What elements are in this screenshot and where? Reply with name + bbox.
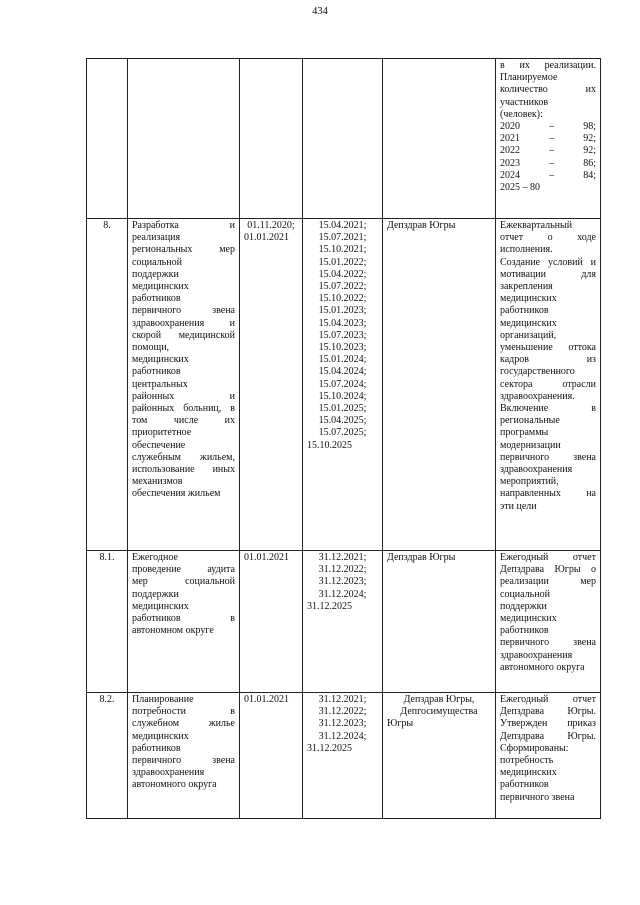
- result-cell: [496, 551, 601, 693]
- cell-line: направленных на: [500, 488, 596, 500]
- cell-line: 15.10.2023;: [318, 342, 367, 354]
- row-number-cell: 8.2.: [87, 693, 128, 819]
- cell-line: 15.04.2021;: [318, 220, 367, 231]
- cell-line: Депздрав Югры,: [403, 694, 475, 705]
- measure-name-cell: [128, 551, 240, 693]
- cell-line: Создание условий и: [500, 256, 596, 268]
- cell-line: медицинских: [132, 354, 189, 366]
- cell-line: Депздрава Югры.: [500, 706, 596, 718]
- cell-line: медицинских: [132, 281, 189, 293]
- cell-line: работников: [132, 293, 181, 305]
- cell-line: 2023 – 86;: [500, 157, 596, 169]
- cell-line: 15.07.2021;: [318, 232, 367, 244]
- cell-line: региональных мер: [132, 244, 235, 256]
- cell-line: социальной: [500, 588, 550, 600]
- cell-line: 2022 – 92;: [500, 145, 596, 157]
- cell-line: Ежеквартальный: [500, 220, 573, 231]
- responsible-cell: [383, 59, 496, 219]
- cell-line: 15.01.2024;: [318, 354, 367, 366]
- cell-line: Депгосимущества: [400, 706, 478, 718]
- cell-line: (человек):: [500, 108, 543, 120]
- cell-line: 15.01.2025;: [318, 403, 367, 415]
- cell-line: здравоохранения и: [132, 317, 235, 329]
- cell-line: кадров из: [500, 354, 596, 366]
- cell-line: эти цели: [500, 500, 537, 512]
- cell-line: 15.07.2022;: [318, 281, 367, 293]
- cell-line: 15.01.2023;: [318, 305, 367, 317]
- cell-line: Депздрав Югры: [387, 552, 456, 563]
- row-number-cell: [87, 59, 128, 219]
- cell-line: обеспечение: [132, 439, 186, 451]
- cell-line: 15.10.2021;: [318, 244, 367, 256]
- cell-line: 2025 – 80: [500, 182, 540, 194]
- page-number: 434: [312, 6, 328, 17]
- cell-line: медицинских: [132, 730, 189, 742]
- cell-line: использование иных: [132, 464, 235, 476]
- cell-line: 15.10.2025: [307, 439, 352, 451]
- cell-line: медицинских: [132, 600, 189, 612]
- cell-line: поддержки: [132, 268, 179, 280]
- cell-line: потребность: [500, 755, 554, 767]
- start-date-cell: [240, 551, 303, 693]
- cell-line: работников: [132, 366, 181, 378]
- cell-line: служебным жильем,: [132, 451, 235, 463]
- start-date-cell: [240, 219, 303, 551]
- cell-line: Ежегодное: [132, 552, 178, 563]
- cell-line: 31.12.2022;: [318, 706, 367, 718]
- cell-line: Сформированы:: [500, 742, 569, 754]
- cell-line: работников в: [132, 613, 235, 625]
- deadlines-cell: [303, 693, 383, 819]
- table-row: [87, 693, 601, 819]
- cell-line: 31.12.2021;: [318, 694, 367, 705]
- cell-line: программы: [500, 427, 549, 439]
- result-cell: [496, 693, 601, 819]
- responsible-cell: [383, 219, 496, 551]
- measure-name-cell: [128, 219, 240, 551]
- cell-line: проведение аудита: [132, 564, 235, 576]
- cell-line: 31.12.2025: [307, 742, 352, 754]
- table-row: [87, 219, 601, 551]
- cell-line: приоритетное: [132, 427, 192, 439]
- cell-line: 15.04.2025;: [318, 415, 367, 427]
- cell-line: Югры: [387, 718, 414, 730]
- cell-line: 2020 – 98;: [500, 121, 596, 133]
- cell-line: Депздрав Югры: [387, 220, 456, 231]
- cell-line: здравоохранения: [500, 649, 573, 661]
- cell-line: автономном округе: [132, 625, 214, 637]
- cell-line: 01.11.2020;: [247, 220, 295, 231]
- measures-table: [86, 58, 601, 819]
- table-row: [87, 59, 601, 219]
- cell-line: служебном жилье: [132, 718, 235, 730]
- cell-line: первичного звена: [500, 637, 596, 649]
- cell-line: медицинских: [500, 317, 557, 329]
- cell-line: количество их: [500, 84, 596, 96]
- cell-line: исполнения.: [500, 244, 553, 256]
- cell-line: Ежегодный отчет: [500, 694, 596, 705]
- cell-line: Планируемое: [500, 72, 558, 84]
- cell-line: участников: [500, 96, 549, 108]
- cell-line: механизмов: [132, 476, 183, 488]
- cell-line: автономного округа: [132, 779, 217, 791]
- responsible-cell: [383, 551, 496, 693]
- row-number-cell: 8.: [87, 219, 128, 551]
- responsible-cell: [383, 693, 496, 819]
- cell-line: районных и: [132, 390, 235, 402]
- cell-line: поддержки: [500, 600, 547, 612]
- deadlines-cell: [303, 219, 383, 551]
- cell-line: региональные: [500, 415, 560, 427]
- cell-line: медицинских: [500, 293, 557, 305]
- cell-line: 15.07.2023;: [318, 329, 367, 341]
- cell-line: 01.01.2021: [244, 694, 289, 705]
- cell-line: реализации мер: [500, 576, 596, 588]
- cell-line: Разработка и: [132, 220, 235, 231]
- cell-line: здравоохранения: [132, 767, 205, 779]
- cell-line: в их реализации.: [500, 60, 596, 71]
- cell-line: 15.01.2022;: [318, 256, 367, 268]
- cell-line: 01.01.2021: [244, 232, 289, 244]
- cell-line: первичного звена: [500, 451, 596, 463]
- cell-line: 2024 – 84;: [500, 169, 596, 181]
- cell-line: работников: [132, 742, 181, 754]
- cell-line: здравоохранения: [500, 464, 573, 476]
- deadlines-cell: [303, 59, 383, 219]
- cell-line: 31.12.2024;: [318, 588, 367, 600]
- cell-line: 31.12.2021;: [318, 552, 367, 563]
- cell-line: медицинских: [500, 767, 557, 779]
- cell-line: 15.04.2024;: [318, 366, 367, 378]
- start-date-cell: [240, 693, 303, 819]
- cell-line: автономного округа: [500, 661, 585, 673]
- cell-line: Депздрава Югры.: [500, 730, 596, 742]
- measure-name-cell: [128, 59, 240, 219]
- result-cell: [496, 219, 601, 551]
- cell-line: первичного звена: [500, 791, 575, 803]
- cell-line: 01.01.2021: [244, 552, 289, 563]
- cell-line: социальной: [132, 256, 182, 268]
- cell-line: 15.07.2025;: [318, 427, 367, 439]
- cell-line: здравоохранения.: [500, 390, 575, 402]
- cell-line: работников: [500, 625, 549, 637]
- cell-line: Планирование: [132, 694, 194, 705]
- measure-name-cell: [128, 693, 240, 819]
- deadlines-cell: [303, 551, 383, 693]
- cell-line: Депздрава Югры о: [500, 564, 596, 576]
- cell-line: обеспечения жильем: [132, 488, 221, 500]
- result-cell: [496, 59, 601, 219]
- cell-line: 15.10.2022;: [318, 293, 367, 305]
- cell-line: государственного: [500, 366, 575, 378]
- cell-line: Включение в: [500, 403, 596, 415]
- cell-line: 2021 – 92;: [500, 133, 596, 145]
- cell-line: медицинских: [500, 613, 557, 625]
- cell-line: поддержки: [132, 588, 179, 600]
- cell-line: первичного звена: [132, 305, 235, 317]
- cell-line: модернизации: [500, 439, 561, 451]
- start-date-cell: [240, 59, 303, 219]
- cell-line: мероприятий,: [500, 476, 559, 488]
- cell-line: Ежегодный отчет: [500, 552, 596, 563]
- cell-line: центральных: [132, 378, 188, 390]
- cell-line: 15.04.2022;: [318, 268, 367, 280]
- cell-line: работников: [500, 779, 549, 791]
- cell-line: том числе их: [132, 415, 235, 427]
- cell-line: 31.12.2022;: [318, 564, 367, 576]
- cell-line: реализация: [132, 232, 181, 244]
- cell-line: 31.12.2023;: [318, 576, 367, 588]
- row-number-cell: 8.1.: [87, 551, 128, 693]
- cell-line: скорой медицинской: [132, 329, 235, 341]
- cell-line: 31.12.2025: [307, 600, 352, 612]
- table-row: [87, 551, 601, 693]
- cell-line: первичного звена: [132, 755, 235, 767]
- cell-line: мер социальной: [132, 576, 235, 588]
- cell-line: Утвержден приказ: [500, 718, 596, 730]
- cell-line: работников: [500, 305, 549, 317]
- cell-line: 31.12.2024;: [318, 730, 367, 742]
- cell-line: помощи,: [132, 342, 170, 354]
- cell-line: закрепления: [500, 281, 553, 293]
- cell-line: отчет о ходе: [500, 232, 596, 244]
- cell-line: уменьшение оттока: [500, 342, 596, 354]
- cell-line: сектора отрасли: [500, 378, 596, 390]
- cell-line: организаций,: [500, 329, 557, 341]
- cell-line: 15.04.2023;: [318, 317, 367, 329]
- cell-line: 31.12.2023;: [318, 718, 367, 730]
- cell-line: потребности в: [132, 706, 235, 718]
- cell-line: 15.10.2024;: [318, 390, 367, 402]
- cell-line: районных больниц, в: [132, 403, 235, 415]
- cell-line: мотивации для: [500, 268, 596, 280]
- cell-line: 15.07.2024;: [318, 378, 367, 390]
